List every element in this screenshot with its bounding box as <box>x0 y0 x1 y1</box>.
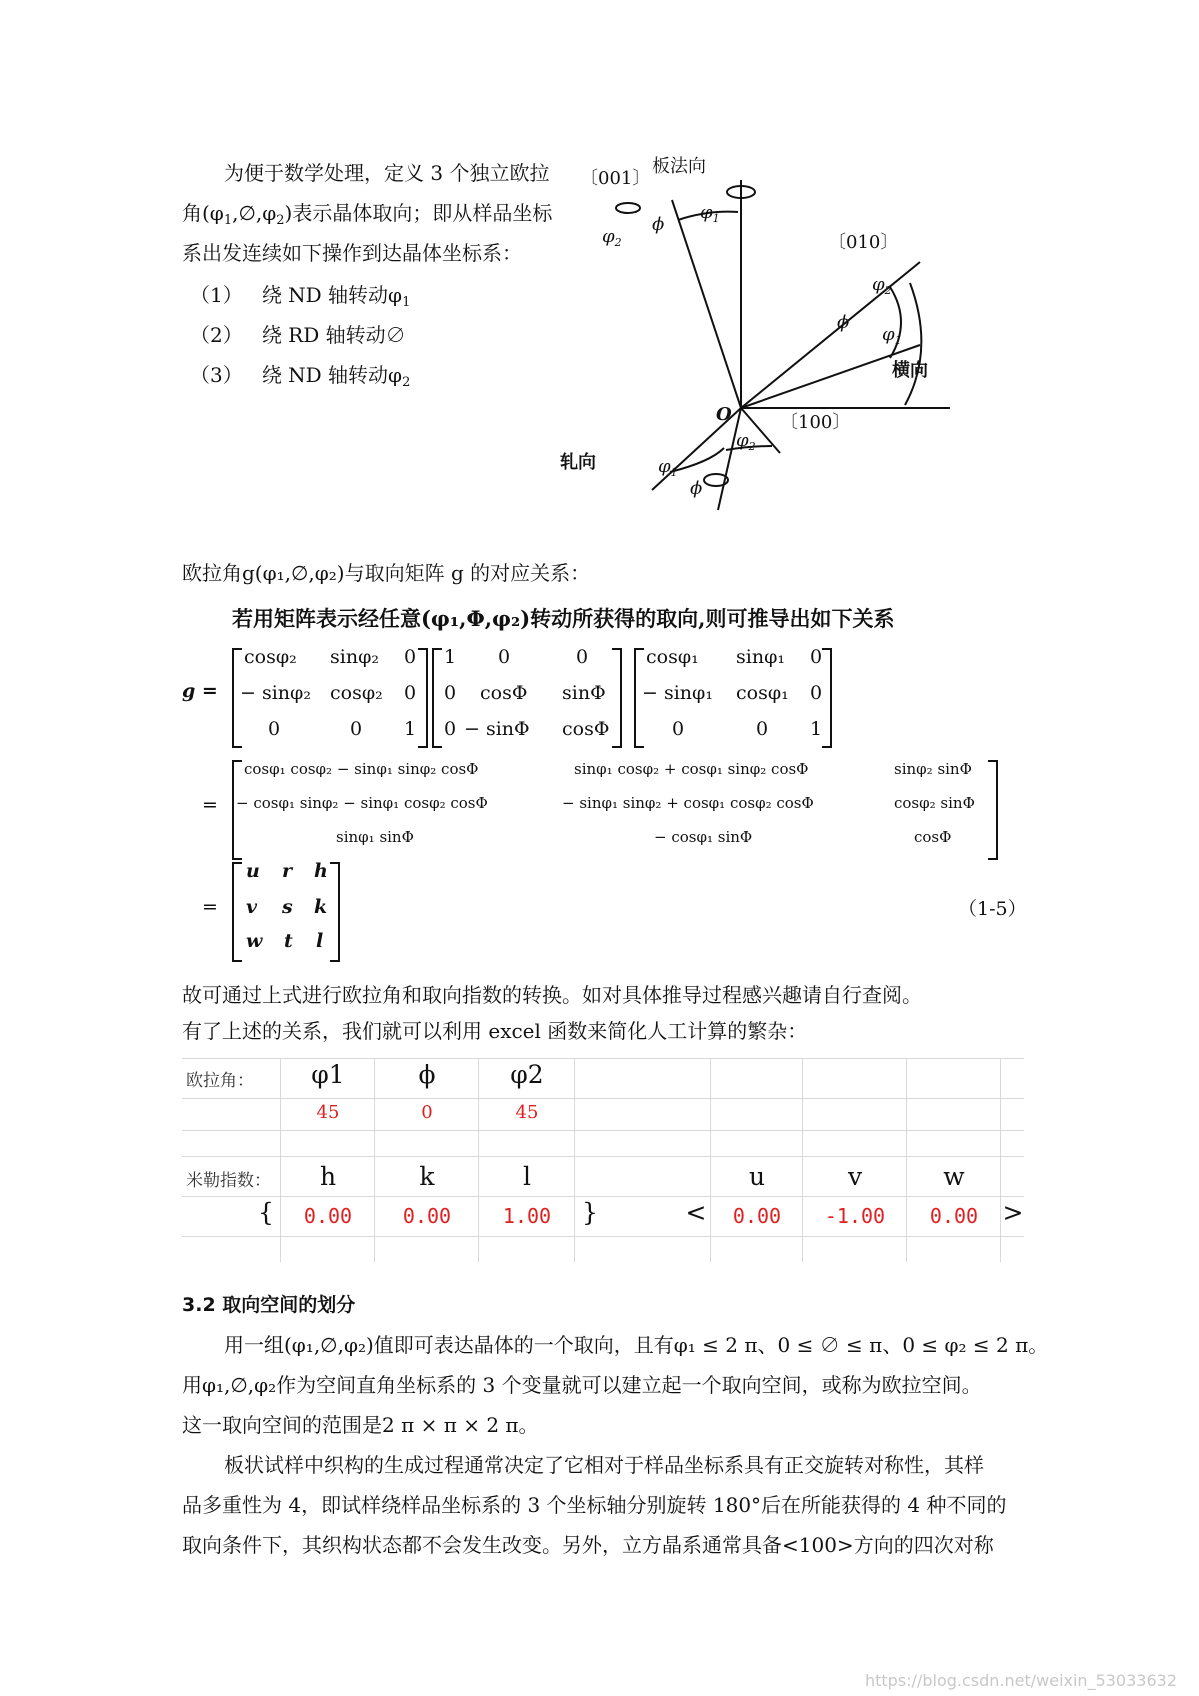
m1-r3c3: 1 <box>404 718 417 740</box>
m1-r3c1: 0 <box>268 718 281 740</box>
label-phi1-top: $\varphi_1$ <box>700 202 720 225</box>
label-phi2-bottom: $\varphi_2$ <box>736 430 756 453</box>
exp-r1c3: sinφ₂ sinΦ <box>894 760 972 778</box>
m2-r1c3: 0 <box>576 646 589 668</box>
header-h[interactable]: h <box>319 1162 337 1191</box>
grid-v <box>906 1058 907 1262</box>
step-num: （3） <box>190 363 243 387</box>
step-1 <box>190 280 410 318</box>
after-text-1: 故可通过上式进行欧拉角和取向指数的转换。如对具体推导过程感兴趣请自行查阅。 <box>182 983 922 1007</box>
exp-r2c1: − cosφ₁ sinφ₂ − sinφ₁ cosφ₂ cosΦ <box>236 794 488 812</box>
value-w[interactable]: 0.00 <box>929 1204 979 1228</box>
section-title: 3.2 取向空间的划分 <box>182 1294 356 1316</box>
section-p2-line1: 板状试样中织构的生成过程通常决定了它相对于样品坐标系具有正交旋转对称性，其样 <box>224 1453 984 1477</box>
intro-line-2-post: )表示晶体取向；即从样品坐标 <box>284 201 553 225</box>
intro-line-2-pre: 角(φ <box>182 201 224 225</box>
m3-r1c1: cosφ₁ <box>646 646 699 668</box>
m3-r3c1: 0 <box>672 718 685 740</box>
label-phi-bottom: ϕ <box>690 478 703 499</box>
after-text-2: 有了上述的关系，我们就可以利用 excel 函数来简化人工计算的繁杂： <box>182 1019 808 1043</box>
grid-h <box>182 1196 1024 1197</box>
uvw-r2c3: k <box>314 896 328 918</box>
m1-r2c2: cosφ₂ <box>330 682 383 704</box>
grid-h <box>182 1058 1024 1059</box>
m3-r3c2: 0 <box>756 718 769 740</box>
intro-line-2-mid: ,∅,φ <box>232 201 277 225</box>
grid-v <box>478 1058 479 1262</box>
header-w[interactable]: w <box>943 1162 965 1191</box>
relation-line: 欧拉角g(φ₁,∅,φ₂)与取向矩阵 g 的对应关系： <box>182 561 591 585</box>
m2-r3c3: cosΦ <box>562 718 610 740</box>
uvw-r1c3: h <box>314 860 328 882</box>
header-phi[interactable]: ϕ <box>418 1060 436 1089</box>
value-u[interactable]: 0.00 <box>732 1204 782 1228</box>
step-text: 绕 ND 轴转动φ <box>261 283 403 307</box>
m2-r2c3: sinΦ <box>562 682 606 704</box>
step-sub: 1 <box>402 295 411 310</box>
section-p1-line2: 用φ₁,∅,φ₂作为空间直角坐标系的 3 个变量就可以建立起一个取向空间，或称为欧拉空间。 <box>182 1373 982 1397</box>
value-phi[interactable]: 0 <box>421 1102 433 1123</box>
matrix-caption: 若用矩阵表示经任意(φ₁,Φ,φ₂)转动所获得的取向,则可推导出如下关系 <box>232 606 895 631</box>
uvw-r3c3: l <box>316 930 324 952</box>
m2-r1c1: 1 <box>444 646 457 668</box>
label-100: 〔100〕 <box>780 412 851 433</box>
bracket-m3-right <box>822 648 832 748</box>
label-transverse: 横向 <box>892 360 928 381</box>
m1-r3c2: 0 <box>350 718 363 740</box>
m3-r1c3: 0 <box>810 646 823 668</box>
bracket-m1-right <box>418 648 428 748</box>
m1-r2c3: 0 <box>404 682 417 704</box>
value-h[interactable]: 0.00 <box>303 1204 353 1228</box>
bracket-uvw-right <box>330 862 340 962</box>
section-p1-line3: 这一取向空间的范围是2 π × π × 2 π。 <box>182 1413 539 1437</box>
uvw-r1c2: r <box>282 860 293 882</box>
euler-angle-figure <box>560 150 1030 545</box>
m1-r1c2: sinφ₂ <box>330 646 379 668</box>
grid-h <box>182 1130 1024 1131</box>
header-l[interactable]: l <box>523 1162 531 1191</box>
exp-r2c2: − sinφ₁ sinφ₂ + cosφ₁ cosφ₂ cosΦ <box>562 794 814 812</box>
uvw-r2c1: v <box>246 896 258 918</box>
exp-r2c3: cosφ₂ sinΦ <box>894 794 975 812</box>
m3-r2c2: cosφ₁ <box>736 682 789 704</box>
m2-r3c2: − sinΦ <box>464 718 530 740</box>
bracket-exp-right <box>988 760 998 860</box>
bracket-m2-right <box>612 648 622 748</box>
equation-number: （1-5） <box>958 898 1027 920</box>
grid-h <box>182 1156 1024 1157</box>
label-phi-top: ϕ <box>652 214 665 235</box>
m3-r2c3: 0 <box>810 682 823 704</box>
intro-line-2 <box>182 198 552 236</box>
section-p2-line3: 取向条件下，其织构状态都不会发生改变。另外，立方晶系通常具备<100>方向的四次对称 <box>182 1533 994 1557</box>
label-phi1-right: $\varphi_1$ <box>882 324 902 347</box>
uvw-r2c2: s <box>282 896 293 918</box>
grid-h <box>182 1236 1024 1237</box>
m1-r1c3: 0 <box>404 646 417 668</box>
label-001: 〔001〕 <box>580 168 651 189</box>
step-text: 绕 RD 轴转动∅ <box>261 323 406 347</box>
header-u[interactable]: u <box>748 1162 766 1191</box>
m3-r1c2: sinφ₁ <box>736 646 785 668</box>
value-phi2[interactable]: 45 <box>515 1102 539 1123</box>
uvw-r3c1: w <box>246 930 263 952</box>
step-2 <box>190 320 406 350</box>
grid-v <box>574 1058 575 1262</box>
eq-sign-1: = <box>202 794 218 816</box>
label-normal: 板法向 <box>652 156 706 177</box>
uvw-r1c1: u <box>246 860 260 882</box>
sub-1: 1 <box>223 213 233 228</box>
exp-r3c3: cosΦ <box>914 828 952 846</box>
label-010: 〔010〕 <box>828 232 899 253</box>
brace-open: { <box>258 1198 274 1227</box>
intro-line-3: 系出发连续如下操作到达晶体坐标系： <box>182 241 522 265</box>
header-phi1[interactable]: φ1 <box>311 1060 345 1089</box>
m3-r2c1: − sinφ₁ <box>642 682 713 704</box>
g-lhs: g = <box>182 680 218 702</box>
label-rolling: 轧向 <box>560 452 596 473</box>
watermark: https://blog.csdn.net/weixin_53033632 <box>864 1671 1177 1690</box>
angle-close: > <box>1002 1198 1024 1227</box>
step-text: 绕 ND 轴转动φ <box>261 363 403 387</box>
grid-v <box>802 1058 803 1262</box>
value-phi1[interactable]: 45 <box>316 1102 340 1123</box>
m2-r2c2: cosΦ <box>480 682 528 704</box>
label-phi2-top: $\varphi_2$ <box>602 226 622 249</box>
grid-v <box>1000 1058 1001 1262</box>
exp-r3c2: − cosφ₁ sinΦ <box>654 828 753 846</box>
section-p2-line2: 品多重性为 4，即试样绕样品坐标系的 3 个坐标轴分别旋转 180°后在所能获得的 4 种不同的 <box>182 1493 1007 1517</box>
value-k[interactable]: 0.00 <box>402 1204 452 1228</box>
bracket-m2-left <box>432 648 442 748</box>
m2-r1c2: 0 <box>498 646 511 668</box>
value-v[interactable]: -1.00 <box>824 1204 886 1228</box>
m2-r2c1: 0 <box>444 682 457 704</box>
euler-label: 欧拉角： <box>186 1071 254 1091</box>
step-num: （1） <box>190 283 243 307</box>
brace-close: } <box>582 1198 598 1227</box>
grid-h <box>182 1098 1024 1099</box>
step-sub: 2 <box>402 375 411 390</box>
exp-r1c1: cosφ₁ cosφ₂ − sinφ₁ sinφ₂ cosΦ <box>244 760 479 778</box>
intro-line-1: 为便于数学处理，定义 3 个独立欧拉 <box>224 161 550 185</box>
grid-v <box>374 1058 375 1262</box>
label-phi2-right: $\varphi_2$ <box>872 274 892 297</box>
value-l[interactable]: 1.00 <box>502 1204 552 1228</box>
grid-v <box>280 1058 281 1262</box>
bracket-uvw-left <box>232 862 242 962</box>
m2-r3c1: 0 <box>444 718 457 740</box>
step-num: （2） <box>190 323 243 347</box>
label-phi1-bottom: $\varphi_1$ <box>658 456 678 479</box>
header-v[interactable]: v <box>847 1162 863 1191</box>
label-phi-right: ϕ <box>837 312 850 333</box>
step-3 <box>190 360 410 398</box>
header-k[interactable]: k <box>419 1162 435 1191</box>
m1-r2c1: − sinφ₂ <box>240 682 311 704</box>
uvw-r3c2: t <box>284 930 293 952</box>
label-origin: O <box>716 404 732 425</box>
angle-open: < <box>685 1198 707 1227</box>
m1-r1c1: cosφ₂ <box>244 646 297 668</box>
sub-2: 2 <box>276 213 285 228</box>
excel-sheet <box>182 1058 1024 1262</box>
section-p1-line1: 用一组(φ₁,∅,φ₂)值即可表达晶体的一个取向，且有φ₁ ≤ 2 π、0 ≤ ∅ ≤ π、0 ≤ φ₂ ≤ 2 π。 <box>224 1333 1049 1357</box>
exp-r1c2: sinφ₁ cosφ₂ + cosφ₁ sinφ₂ cosΦ <box>574 760 809 778</box>
grid-v <box>710 1058 711 1262</box>
header-phi2[interactable]: φ2 <box>510 1060 544 1089</box>
miller-label: 米勒指数： <box>186 1171 271 1191</box>
eq-sign-2: = <box>202 896 218 918</box>
m3-r3c3: 1 <box>810 718 823 740</box>
exp-r3c1: sinφ₁ sinΦ <box>336 828 414 846</box>
